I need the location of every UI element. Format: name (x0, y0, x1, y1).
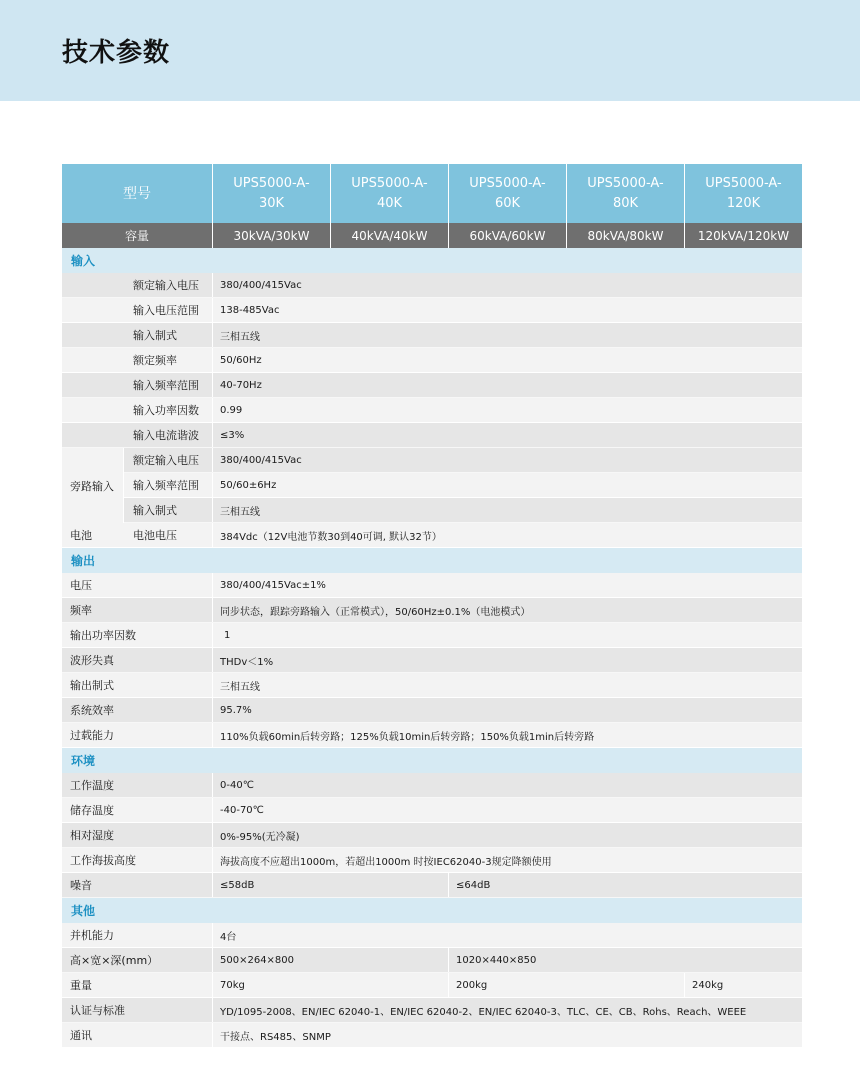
capacity-label: 容量 (124, 229, 149, 243)
row-label: 波形失真 (70, 654, 114, 667)
row-value: 同步状态，跟踪旁路输入（正常模式），50/60Hz±0.1%（电池模式） (220, 606, 531, 618)
row-value: 380/400/415Vac±1% (220, 579, 326, 591)
page-title: 技术参数 (62, 38, 171, 68)
row-value: ≤64dB (456, 879, 491, 891)
section-title: 其他 (71, 904, 96, 918)
row-label: 并机能力 (70, 929, 114, 942)
row-label: 通讯 (70, 1029, 92, 1042)
model-name-line2: 120K (726, 195, 761, 211)
table-row (62, 998, 802, 1023)
row-value: THDv＜1% (220, 656, 274, 668)
group-label-battery: 电池 (70, 529, 92, 542)
row-value: ≤3% (220, 429, 245, 441)
section-title: 输入 (71, 254, 96, 268)
model-name-line2: 80K (612, 195, 639, 211)
row-label: 工作海拔高度 (70, 854, 136, 867)
table-row (62, 848, 802, 873)
model-name-line1: UPS5000-A- (705, 175, 782, 191)
table-row (62, 398, 802, 423)
table-row (62, 473, 802, 498)
row-label: 重量 (70, 979, 92, 992)
cell-divider (448, 948, 449, 972)
capacity-cell: 80kVA/80kW (566, 223, 684, 248)
row-label: 频率 (70, 604, 92, 617)
table-row (62, 823, 802, 848)
row-label: 额定输入电压 (133, 454, 199, 467)
model-name-line2: 30K (258, 195, 285, 211)
row-label: 储存温度 (70, 804, 114, 817)
table-row (62, 623, 802, 648)
row-label: 相对湿度 (70, 829, 114, 842)
section-title: 环境 (71, 754, 96, 768)
row-label: 输入制式 (133, 504, 177, 517)
bypass-input-group (62, 448, 802, 523)
table-row (62, 698, 802, 723)
model-header-row (62, 164, 802, 223)
row-label: 认证与标准 (70, 1004, 125, 1017)
cell-divider (448, 973, 449, 997)
battery-row (62, 523, 802, 548)
table-row (62, 723, 802, 748)
row-value: 0.99 (220, 404, 243, 416)
model-cell (448, 164, 566, 223)
row-value: 70kg (220, 979, 245, 991)
row-value: 1020×440×850 (456, 954, 537, 966)
table-row (62, 773, 802, 798)
model-name-line1: UPS5000-A- (469, 175, 546, 191)
row-value: YD/1095-2008、EN/IEC 62040-1、EN/IEC 62040-2、EN/IEC 62040-3、TLC、CE、CB、Rohs、Reach、WEEE (220, 1006, 747, 1018)
title-banner (0, 0, 860, 101)
row-value: ≤58dB (220, 879, 255, 891)
row-label: 输入频率范围 (133, 479, 199, 492)
row-value: 380/400/415Vac (220, 454, 302, 466)
capacity-cell: 120kVA/120kW (684, 223, 802, 248)
row-value: 海拔高度不应超出1000m，若超出1000m 时按IEC62040-3规定降额使用 (220, 856, 552, 868)
cell-divider (448, 873, 449, 897)
row-value: 三相五线 (220, 331, 260, 343)
row-label: 输入频率范围 (133, 379, 199, 392)
row-label: 输入功率因数 (133, 404, 199, 417)
table-row (62, 1023, 802, 1048)
row-label: 输入制式 (133, 329, 177, 342)
row-value: 干接点、RS485、SNMP (220, 1031, 331, 1043)
cell-divider (684, 973, 685, 997)
table-row (62, 673, 802, 698)
section-header-other (62, 898, 802, 923)
model-cell (212, 164, 330, 223)
table-row (62, 573, 802, 598)
row-value: 384Vdc（12V电池节数30到40可调, 默认32节） (220, 531, 442, 543)
row-label: 输入电流谐波 (133, 429, 199, 442)
table-row (62, 648, 802, 673)
model-cell (566, 164, 684, 223)
row-label: 过载能力 (70, 729, 114, 742)
model-name-line1: UPS5000-A- (587, 175, 664, 191)
row-value: 50/60Hz (220, 354, 262, 366)
row-label: 输出功率因数 (70, 629, 136, 642)
row-label: 高×宽×深(mm） (70, 954, 159, 967)
capacity-cell: 40kVA/40kW (330, 223, 448, 248)
section-header-output (62, 548, 802, 573)
table-row (62, 348, 802, 373)
table-row (62, 973, 802, 998)
row-value: -40-70℃ (220, 804, 264, 816)
model-name-line2: 40K (376, 195, 403, 211)
model-name-line1: UPS5000-A- (233, 175, 310, 191)
main-input-group (62, 273, 802, 448)
row-value: 500×264×800 (220, 954, 295, 966)
row-label: 电压 (70, 579, 92, 592)
row-value: 110%负载60min后转旁路；125%负载10min后转旁路；150%负载1min后转旁路 (220, 731, 595, 743)
table-row (62, 323, 802, 348)
model-label: 型号 (123, 185, 151, 202)
section-header-environment (62, 748, 802, 773)
row-label: 系统效率 (70, 704, 114, 717)
table-row (62, 448, 802, 473)
capacity-cell: 60kVA/60kW (448, 223, 566, 248)
table-row (62, 873, 802, 898)
table-row (62, 923, 802, 948)
table-row (62, 948, 802, 973)
row-value: 4台 (220, 931, 237, 943)
row-label: 电池电压 (133, 529, 177, 542)
row-value: 三相五线 (220, 681, 260, 693)
table-row (62, 798, 802, 823)
row-label: 输入电压范围 (133, 304, 199, 317)
model-cell (684, 164, 802, 223)
capacity-cell: 30kVA/30kW (212, 223, 330, 248)
row-value: 138-485Vac (220, 304, 280, 316)
table-row (62, 273, 802, 298)
row-label: 额定频率 (133, 354, 177, 367)
row-value: 380/400/415Vac (220, 279, 302, 291)
section-header-input (62, 248, 802, 273)
section-title: 输出 (71, 554, 96, 568)
row-label: 工作温度 (70, 779, 114, 792)
row-value: 0-40℃ (220, 779, 254, 791)
row-label: 额定输入电压 (133, 279, 199, 292)
table-row (62, 598, 802, 623)
row-value: 1 (224, 629, 231, 641)
table-row (62, 373, 802, 398)
table-row (62, 423, 802, 448)
model-cell (330, 164, 448, 223)
row-value: 95.7% (220, 704, 252, 716)
row-value: 50/60±6Hz (220, 479, 277, 491)
table-row (62, 498, 802, 523)
model-name-line1: UPS5000-A- (351, 175, 428, 191)
spec-table (62, 164, 802, 1048)
row-label: 噪音 (70, 879, 92, 892)
row-value: 三相五线 (220, 506, 260, 518)
row-value: 40-70Hz (220, 379, 262, 391)
group-label-bypass-input: 旁路输入 (62, 448, 124, 523)
row-value: 0%-95%(无冷凝) (220, 831, 300, 843)
table-row (62, 298, 802, 323)
row-value: 240kg (692, 979, 724, 991)
row-label: 输出制式 (70, 679, 114, 692)
row-value: 200kg (456, 979, 488, 991)
model-name-line2: 60K (494, 195, 521, 211)
capacity-row (62, 223, 802, 248)
